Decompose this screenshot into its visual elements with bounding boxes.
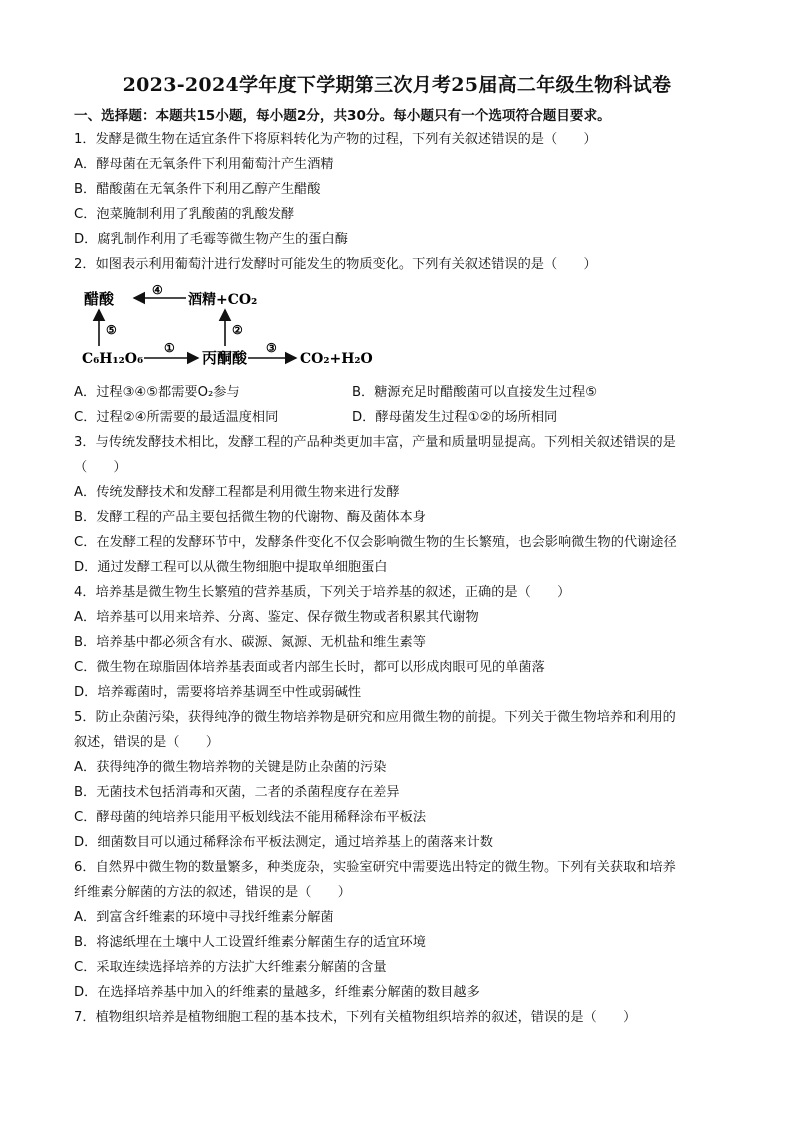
question-5-option-d: D．细菌数目可以通过稀释涂布平板法测定，通过培养基上的菌落来计数 [74,835,493,850]
question-3-option-c: C．在发酵工程的发酵环节中，发酵条件变化不仅会影响微生物的生长繁殖，也会影响微生物的代谢途径 [74,535,677,550]
question-1-option-a: A．酵母菌在无氧条件下利用葡萄汁产生酒精 [74,157,334,172]
question-3-option-a: A．传统发酵技术和发酵工程都是利用微生物来进行发酵 [74,485,400,500]
question-4-option-b: B．培养基中都必须含有水、碳源、氮源、无机盐和维生素等 [74,635,426,650]
question-5-option-b: B．无菌技术包括消毒和灭菌，二者的杀菌程度存在差异 [74,785,400,800]
label-step-2: ② [232,323,243,337]
node-co2-h2o: CO₂+H₂O [300,351,373,367]
question-6-option-c: C．采取连续选择培养的方法扩大纤维素分解菌的含量 [74,960,387,975]
question-6-option-a: A．到富含纤维素的环境中寻找纤维素分解菌 [74,910,334,925]
question-5-stem: 5．防止杂菌污染，获得纯净的微生物培养物是研究和应用微生物的前提。下列关于微生物培养和利用的 [74,710,676,725]
question-1-option-b: B．醋酸菌在无氧条件下利用乙醇产生醋酸 [74,182,321,197]
fermentation-pathway-diagram [82,282,382,372]
question-1-option-d: D．腐乳制作利用了毛霉等微生物产生的蛋白酶 [74,232,348,247]
question-2-stem: 2．如图表示利用葡萄汁进行发酵时可能发生的物质变化。下列有关叙述错误的是（ ） [74,257,597,272]
question-3-stem-cont: （ ） [74,460,127,475]
question-2-option-a: A．过程③④⑤都需要O₂参与 [74,385,240,400]
question-6-option-b: B．将滤纸埋在土壤中人工设置纤维素分解菌生存的适宜环境 [74,935,426,950]
question-4-option-d: D．培养霉菌时，需要将培养基调至中性或弱碱性 [74,685,362,700]
label-step-1: ① [164,341,175,355]
question-3-option-b: B．发酵工程的产品主要包括微生物的代谢物、酶及菌体本身 [74,510,426,525]
exam-title: 2023-2024学年度下学期第三次月考25届高二年级生物科试卷 [122,74,672,96]
label-step-5: ⑤ [106,323,117,337]
question-5-stem-cont: 叙述，错误的是（ ） [74,735,220,750]
question-7-stem: 7．植物组织培养是植物细胞工程的基本技术，下列有关植物组织培养的叙述，错误的是（ ） [74,1010,637,1025]
question-1-stem: 1．发酵是微生物在适宜条件下将原料转化为产物的过程，下列有关叙述错误的是（ ） [74,132,597,147]
question-3-option-d: D．通过发酵工程可以从微生物细胞中提取单细胞蛋白 [74,560,388,575]
question-4-stem: 4．培养基是微生物生长繁殖的营养基质，下列关于培养基的叙述，正确的是（ ） [74,585,571,600]
node-acetic-acid: 醋酸 [84,290,115,308]
question-6-stem-cont: 纤维素分解菌的方法的叙述，错误的是（ ） [74,885,351,900]
section-heading: 一、选择题：本题共15小题，每小题2分，共30分。每小题只有一个选项符合题目要求。 [74,108,611,124]
question-6-option-d: D．在选择培养基中加入的纤维素的量越多，纤维素分解菌的数目越多 [74,985,480,1000]
question-4-option-a: A．培养基可以用来培养、分离、鉴定、保存微生物或者积累其代谢物 [74,610,479,625]
question-1-option-c: C．泡菜腌制利用了乳酸菌的乳酸发酵 [74,207,295,222]
question-3-stem: 3．与传统发酵技术相比，发酵工程的产品种类更加丰富，产量和质量明显提高。下列相关叙述错误的是 [74,435,676,450]
question-5-option-a: A．获得纯净的微生物培养物的关键是防止杂菌的污染 [74,760,387,775]
label-step-4: ④ [152,283,163,297]
question-2-option-d: D．酵母菌发生过程①②的场所相同 [352,410,558,425]
question-2-option-b: B．糖源充足时醋酸菌可以直接发生过程⑤ [352,385,598,400]
node-glucose: C₆H₁₂O₆ [82,351,144,367]
question-6-stem: 6．自然界中微生物的数量繁多，种类庞杂，实验室研究中需要选出特定的微生物。下列有关获取和培养 [74,860,676,875]
question-4-option-c: C．微生物在琼脂固体培养基表面或者内部生长时，都可以形成肉眼可见的单菌落 [74,660,545,675]
question-2-option-c: C．过程②④所需要的最适温度相同 [74,410,279,425]
node-pyruvate: 丙酮酸 [202,349,248,367]
node-ethanol-co2: 酒精+CO₂ [188,292,258,308]
label-step-3: ③ [266,341,277,355]
question-5-option-c: C．酵母菌的纯培养只能用平板划线法不能用稀释涂布平板法 [74,810,427,825]
